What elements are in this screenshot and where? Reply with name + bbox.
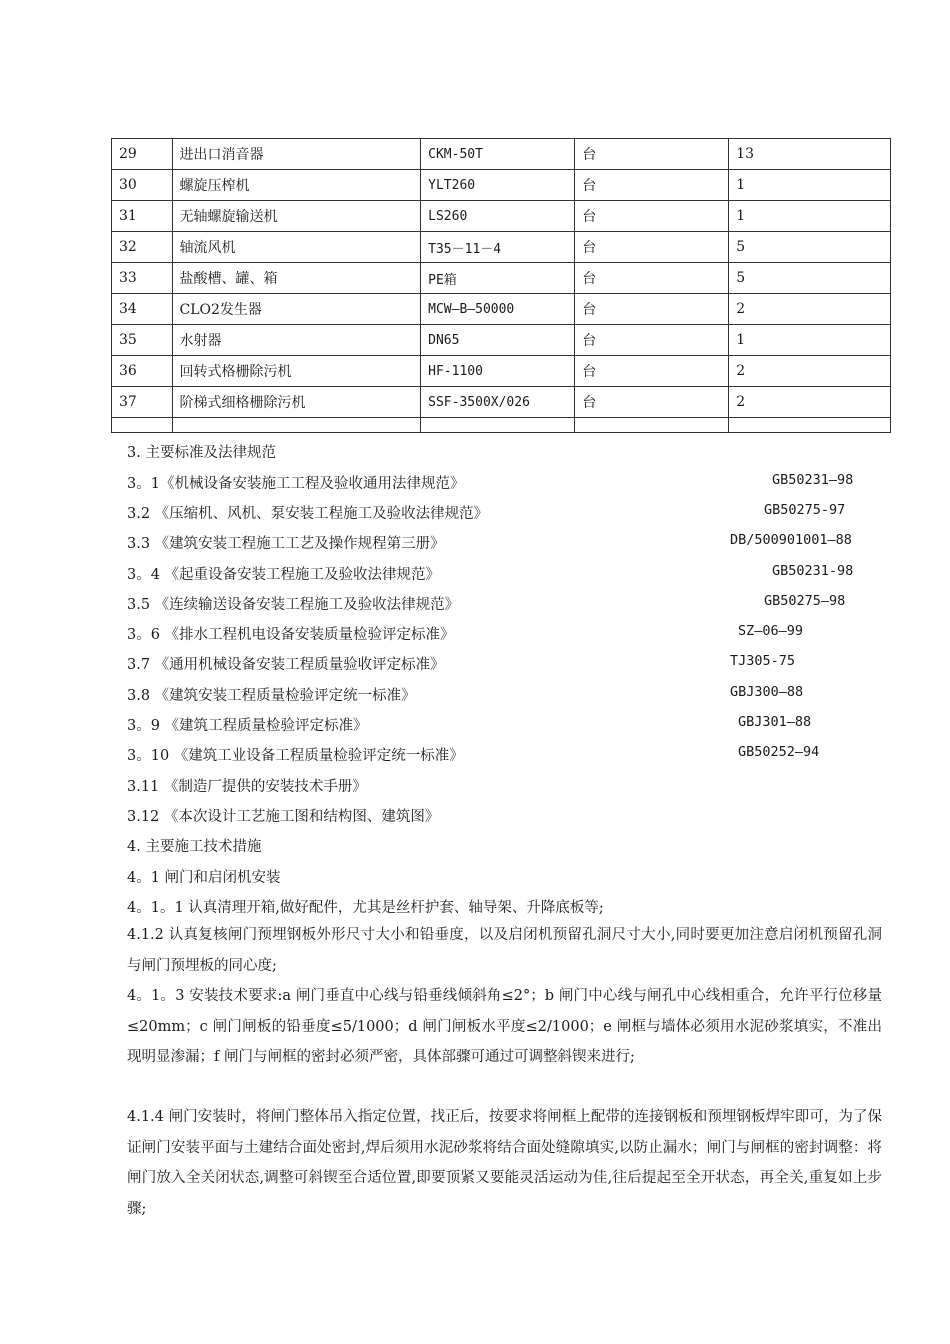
equipment-name: 水射器: [172, 325, 421, 356]
standard-title: 3。9 《建筑工程质量检验评定标准》: [127, 718, 368, 734]
table-row: [112, 325, 891, 356]
standard-title: 3.12 《本次设计工艺施工图和结构图、建筑图》: [127, 809, 440, 825]
standard-item: [127, 775, 877, 797]
row-number: 37: [112, 387, 173, 418]
standard-item: [127, 563, 877, 585]
row-number: 36: [112, 356, 173, 387]
standard-title: 3.7 《通用机械设备安装工程质量验收评定标准》: [127, 657, 445, 673]
standard-item: [127, 714, 877, 736]
empty-cell: [112, 418, 173, 433]
equipment-name: 阶梯式细格栅除污机: [172, 387, 421, 418]
table-row: [112, 170, 891, 201]
equipment-name: 轴流风机: [172, 232, 421, 263]
model-number: YLT260: [421, 170, 575, 201]
table-row: [112, 263, 891, 294]
standard-title: 3.3 《建筑安装工程施工工艺及操作规程第三册》: [127, 536, 445, 552]
section-4-heading: 4. 主要施工技术措施: [127, 839, 262, 855]
table-row: [112, 201, 891, 232]
quantity: 2: [729, 294, 891, 325]
unit: 台: [575, 356, 729, 387]
model-number: MCW—B—50000: [421, 294, 575, 325]
unit: 台: [575, 325, 729, 356]
quantity: 5: [729, 263, 891, 294]
standard-code: DB/500901001—88: [730, 532, 852, 548]
unit: 台: [575, 387, 729, 418]
quantity: 13: [729, 139, 891, 170]
standard-code: GB50252—94: [738, 744, 820, 760]
row-number: 31: [112, 201, 173, 232]
standard-item: [127, 744, 877, 766]
row-number: 33: [112, 263, 173, 294]
model-number: T35－11－4: [421, 232, 575, 263]
unit: 台: [575, 170, 729, 201]
standard-item: [127, 684, 877, 706]
quantity: 2: [729, 387, 891, 418]
equipment-name: 盐酸槽、罐、箱: [172, 263, 421, 294]
unit: 台: [575, 263, 729, 294]
standard-title: 3。10 《建筑工业设备工程质量检验评定统一标准》: [127, 748, 464, 764]
equipment-name: 回转式格栅除污机: [172, 356, 421, 387]
table-row-empty: [112, 418, 891, 433]
model-number: CKM-50T: [421, 139, 575, 170]
quantity: 2: [729, 356, 891, 387]
empty-cell: [421, 418, 575, 433]
model-number: LS260: [421, 201, 575, 232]
empty-cell: [575, 418, 729, 433]
standard-title: 3。6 《排水工程机电设备安装质量检验评定标准》: [127, 627, 455, 643]
standard-code: SZ—06—99: [738, 623, 804, 639]
standard-item: [127, 653, 877, 675]
quantity: 1: [729, 201, 891, 232]
paragraph-4-1-4: 4.1.4 闸门安装时，将闸门整体吊入指定位置，找正后，按要求将闸框上配带的连接钢板和预埋钢板焊牢即可，为了保证闸门安装平面与土建结合面处密封,焊后须用水泥砂浆将结合面处缝隙填实,以防止漏水；闸门与闸框的密封调整：将闸门放入全关闭状态,调整可斜锲至合适位置,即要顶紧又要能灵活运动为佳,往后提起至全开状态，再全关,重复如上步骤;: [127, 1109, 882, 1217]
empty-cell: [729, 418, 891, 433]
table-row: [112, 387, 891, 418]
standard-item: [127, 623, 877, 645]
row-number: 35: [112, 325, 173, 356]
standard-item: [127, 502, 877, 524]
equipment-name: 螺旋压榨机: [172, 170, 421, 201]
table-row: [112, 139, 891, 170]
row-number: 34: [112, 294, 173, 325]
table-row: [112, 232, 891, 263]
standard-code: GBJ300—88: [730, 684, 804, 700]
standard-item: [127, 805, 877, 827]
unit: 台: [575, 139, 729, 170]
standard-code: GB50275-97: [764, 502, 846, 518]
table-row: [112, 294, 891, 325]
standard-code: GB50275—98: [764, 593, 846, 609]
standard-title: 3.8 《建筑安装工程质量检验评定统一标准》: [127, 688, 416, 704]
paragraph-4-1-1: 4。1。1 认真清理开箱,做好配件，尤其是丝杆护套、轴导架、升降底板等;: [127, 900, 604, 916]
row-number: 32: [112, 232, 173, 263]
standard-code: GB50231—98: [772, 472, 854, 488]
quantity: 1: [729, 170, 891, 201]
equipment-name: 进出口消音器: [172, 139, 421, 170]
quantity: 5: [729, 232, 891, 263]
row-number: 30: [112, 170, 173, 201]
table-row: [112, 356, 891, 387]
model-number: DN65: [421, 325, 575, 356]
empty-cell: [172, 418, 421, 433]
standard-title: 3.5 《连续输送设备安装工程施工及验收法律规范》: [127, 597, 460, 613]
unit: 台: [575, 201, 729, 232]
standard-code: TJ305-75: [730, 653, 796, 669]
standard-title: 3.11 《制造厂提供的安装技术手册》: [127, 779, 367, 795]
unit: 台: [575, 294, 729, 325]
standard-code: GBJ301—88: [738, 714, 812, 730]
unit: 台: [575, 232, 729, 263]
standard-title: 3。1《机械设备安装施工工程及验收通用法律规范》: [127, 476, 465, 492]
standard-title: 3。4 《起重设备安装工程施工及验收法律规范》: [127, 567, 441, 583]
model-number: SSF-3500X/026: [421, 387, 575, 418]
section-4-1-heading: 4。1 闸门和启闭机安装: [127, 870, 281, 886]
standard-item: [127, 532, 877, 554]
equipment-name: CLO2发生器: [172, 294, 421, 325]
standard-title: 3.2 《压缩机、风机、泵安装工程施工及验收法律规范》: [127, 506, 489, 522]
row-number: 29: [112, 139, 173, 170]
standard-item: [127, 593, 877, 615]
quantity: 1: [729, 325, 891, 356]
equipment-table: [111, 138, 891, 433]
standard-code: GB50231-98: [772, 563, 854, 579]
model-number: PE箱: [421, 263, 575, 294]
model-number: HF-1100: [421, 356, 575, 387]
equipment-name: 无轴螺旋输送机: [172, 201, 421, 232]
standard-item: [127, 472, 877, 494]
section-3-heading: 3. 主要标准及法律规范: [127, 445, 276, 461]
paragraph-4-1-3: 4。1。3 安装技术要求:a 闸门垂直中心线与铅垂线倾斜角≤2°；b 闸门中心线与闸孔中心线相重合，允许平行位移量≤20mm；c 闸门闸板的铅垂度≤5/1000；d 闸门闸板水平度≤2/1000；e 闸框与墙体必须用水泥砂浆填实，不准出现明显渗漏；f 闸门与闸框的密封必须严密，具体部骤可通过可调整斜锲来进行;: [127, 988, 882, 1065]
paragraph-4-1-2: 4.1.2 认真复核闸门预埋钢板外形尺寸大小和铅垂度，以及启闭机预留孔洞尺寸大小,同时要更加注意启闭机预留孔洞与闸门预埋板的同心度;: [127, 927, 882, 974]
